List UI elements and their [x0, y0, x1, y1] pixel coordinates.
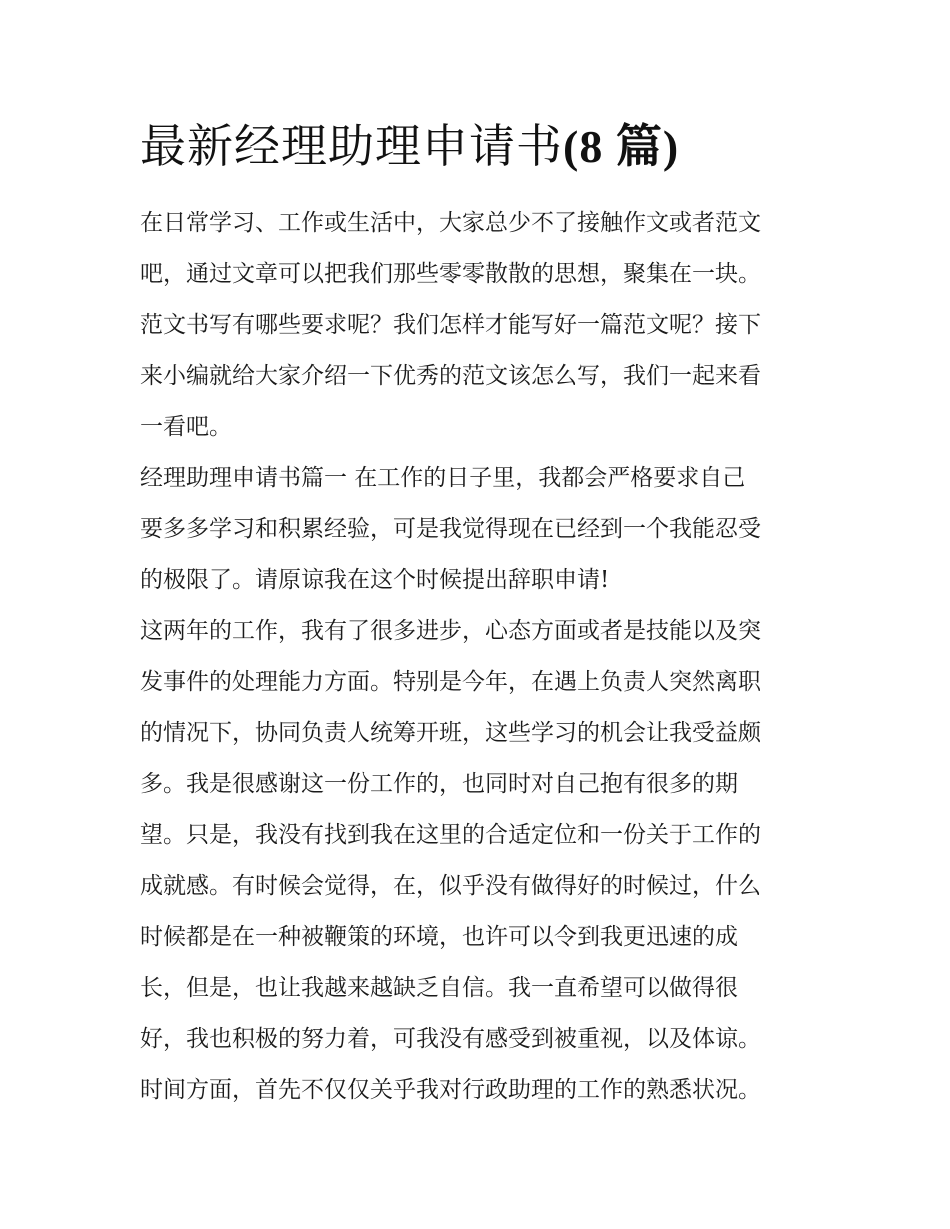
- title-count: (8 篇): [563, 121, 680, 172]
- text-line: 的情况下，协同负责人统筹开班，这些学习的机会让我受益颇: [140, 720, 761, 746]
- text-line: 长，但是，也让我越来越缺乏自信。我一直希望可以做得很: [140, 975, 738, 1001]
- text-line: 一看吧。: [140, 414, 232, 440]
- document-title: [140, 116, 679, 177]
- text-line: 来小编就给大家介绍一下优秀的范文该怎么写，我们一起来看: [140, 363, 761, 389]
- text-line: 望。只是，我没有找到我在这里的合适定位和一份关于工作的: [140, 822, 761, 848]
- text-line: 发事件的处理能力方面。特别是今年，在遇上负责人突然离职: [140, 669, 761, 695]
- title-text: 最新经理助理申请书: [140, 119, 563, 173]
- text-line: 吧，通过文章可以把我们那些零零散散的思想，聚集在一块。: [140, 261, 761, 287]
- document-body: [140, 198, 820, 1116]
- text-line: 这两年的工作，我有了很多进步，心态方面或者是技能以及突: [140, 618, 761, 644]
- text-line: 时间方面，首先不仅仅关乎我对行政助理的工作的熟悉状况。: [140, 1077, 761, 1103]
- text-line: 的极限了。请原谅我在这个时候提出辞职申请!: [140, 567, 610, 593]
- text-line: 要多多学习和积累经验，可是我觉得现在已经到一个我能忍受: [140, 516, 761, 542]
- text-line: 多。我是很感谢这一份工作的，也同时对自己抱有很多的期: [140, 771, 738, 797]
- text-line: 范文书写有哪些要求呢？我们怎样才能写好一篇范文呢？接下: [140, 312, 761, 338]
- text-line: 好，我也积极的努力着，可我没有感受到被重视，以及体谅。: [140, 1026, 761, 1052]
- text-line: 时候都是在一种被鞭策的环境，也许可以令到我更迅速的成: [140, 924, 738, 950]
- text-line: 成就感。有时候会觉得，在，似乎没有做得好的时候过，什么: [140, 873, 761, 899]
- text-line: 经理助理申请书篇一 在工作的日子里，我都会严格要求自己: [140, 465, 746, 491]
- text-line: 在日常学习、工作或生活中，大家总少不了接触作文或者范文: [140, 210, 761, 236]
